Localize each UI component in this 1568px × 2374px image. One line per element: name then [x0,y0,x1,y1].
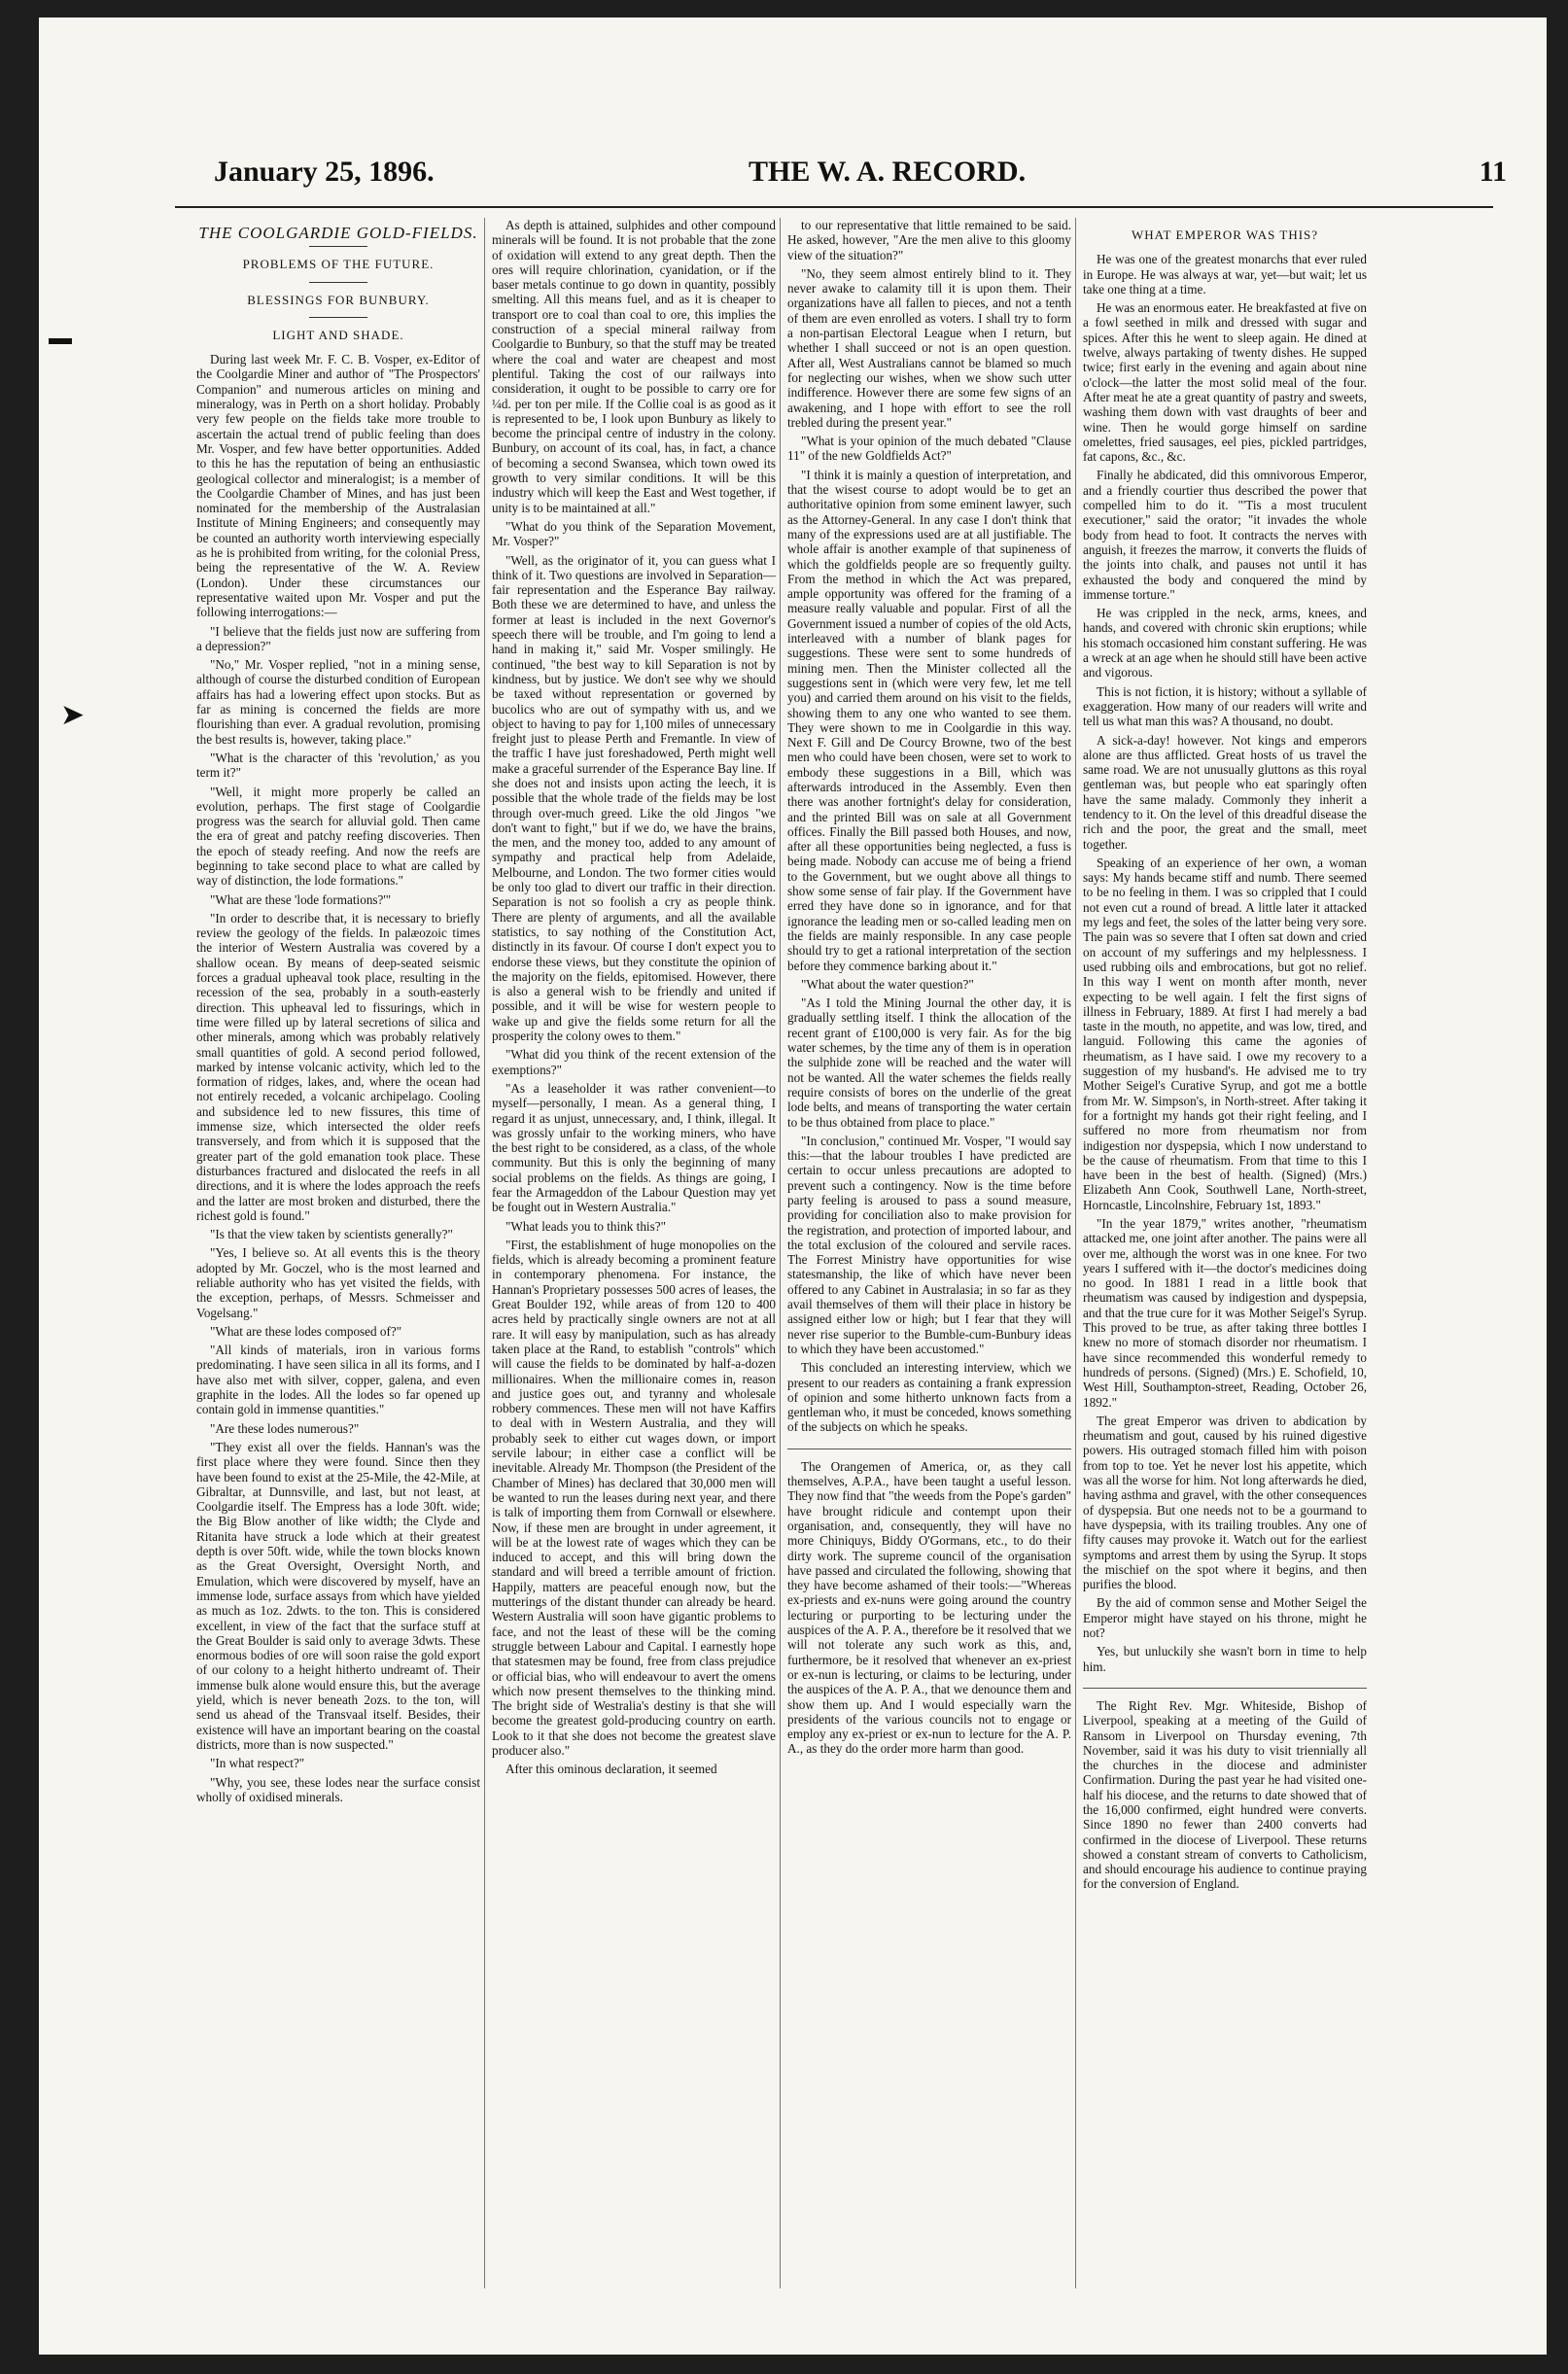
column-1 [196,218,480,2298]
column-2 [492,218,776,2298]
paragraph: This concluded an interesting interview, which we present to our readers as containing a frank expression of opinion and some hitherto unknown facts from a gentleman who, it must be conceded, knows something of the subjects on which he speaks. [787,1360,1071,1435]
paragraph: "In conclusion," continued Mr. Vosper, "I would say this:—that the labour troubles I have predicted are certain to occur unless precautions are adopted to prevent such a contingency. Now is the time before party feeling is aroused to pass a sound measure, providing for conciliation also to make provision for the registration, and protection of imported labour, and the total exclusion of the coloured and servile races. The Forrest Ministry have opportunities for wise statesmanship, the like of which have never been offered to any Cabinet in Australasia; in so far as they avail themselves of them will their place in history be assigned either low or high; but I fear that they will never rise superior to the Bumble-cum-Bunbury ideas to which they have been accustomed." [787,1133,1071,1356]
page-header [165,156,1507,202]
paragraph: "No," Mr. Vosper replied, "not in a mining sense, although of course the disturbed condition of European affairs has had a lowering effect upon stocks. But as far as mining is concerned the fields are more flourishing than ever. A gradual revolution, promising the best results is, however, taking place." [196,657,480,747]
subhead-rule [309,282,367,283]
paragraph: "What do you think of the Separation Movement, Mr. Vosper?" [492,518,776,549]
article-separator [1083,1688,1367,1689]
paragraph: Speaking of an experience of her own, a woman says: My hands became stiff and numb. There seemed to be no feeling in them. I was so crippled that I could not even cut a round of bread. A little later it attacked my legs and feet, the soles of the latter being very sore. The pain was so severe that I often sat down and cried on account of my sufferings and my helplessness. I used rubbing oils and embrocations, but got no relief. In this way I went on month after month, never expecting to be well again. I felt the first signs of illness in February, 1889. At first I had merely a bad taste in the mouth, no appetite, and was low, tired, and languid. Following this came the agonies of rheumatism, as I have said. I owe my recovery to a suggestion of my husband's. He advised me to try Mother Seigel's Curative Syrup, and got me a bottle from Mr. W. Simpson's, in North-street. After taking it for a fortnight my hands got their right feeling, and I suffered no more from rheumatism nor from indigestion nor dyspepsia, which I now understand to be the cause of rheumatism. From that time to this I have been in the best of health. (Signed) (Mrs.) Elizabeth Ann Cook, Southwell Lane, North-street, Horncastle, Lincolnshire, February 1st, 1893." [1083,855,1367,1212]
paragraph: Finally he abdicated, did this omnivorous Emperor, and a friendly courtier thus described the power that compelled him to do it. "'Tis a most truculent executioner," said the orator; "it invades the whole body from head to foot. It contracts the nerves with anguish, it freezes the marrow, it converts the fluids of the joints into chalk, and pauses not until it has exhausted the body and conquered the mind by immense torture." [1083,468,1367,602]
paragraph: Yes, but unluckily she wasn't born in time to help him. [1083,1644,1367,1674]
paragraph: "Is that the view taken by scientists generally?" [210,1227,453,1242]
paragraph: "What leads you to think this?" [505,1218,666,1234]
margin-arrow: ➤ [60,699,86,731]
column-divider [484,218,485,2288]
paragraph: "Yes, I believe so. At all events this is the theory adopted by Mr. Goczel, who is the most learned and reliable authority who has yet visited the fields, with the exception, perhaps, of Messrs. Schmeisser and Vogelsang." [196,1245,480,1320]
article-body [787,218,1071,1435]
paragraph: This is not fiction, it is history; without a syllable of exaggeration. How many of our readers will write and tell us what man this was? A thousand, no doubt. [1083,683,1367,729]
article-body [492,218,776,1777]
article-title: WHAT EMPEROR WAS THIS? [1131,227,1319,242]
paragraph: to our representative that little remained to be said. He asked, however, "Are the men alive to this gloomy view of the situation?" [787,218,1071,262]
newspaper-title: THE W. A. RECORD. [749,156,1027,188]
paragraph: After this ominous declaration, it seemed [505,1762,717,1777]
column-4 [1083,218,1367,2298]
paragraph: "In order to describe that, it is necessary to briefly review the geology of the fields. In palæozoic times the interior of Western Australia was covered by a shallow ocean. By means of deep-seated seismic forces a gradual upheaval took place, resulting in the recession of the sea, probably in a south-easterly direction. This upheaval led to fissurings, which in time were filled up by lateral secretions of silica and other minerals, among which was probably relatively small quantities of gold. A second period followed, marked by intense volcanic activity, which led to the formation of ridges, lakes, and, where the ocean had not entirely receded, a volcanic archipelago. Cooling and subsidence led to new fissures, this time of immense size, which intersected the older reefs transversely, and from which it is supposed that the greater part of the gold emanation took place. These disturbances fractured and dislocated the reefs in all directions, and it is where the lodes approach the reefs and the latter are most broken and disturbed, there the richest gold is found." [196,910,480,1223]
paragraph: "Why, you see, these lodes near the surface consist wholly of oxidised minerals. [196,1774,480,1804]
paragraph: "In what respect?" [210,1756,305,1771]
paragraph: As depth is attained, sulphides and other compound minerals will be found. It is not probable that the zone of oxidation will extend to any great depth. Then the ores will require chlorination, cyanidation, or if the baser metals continue to go down in quantity, possibly smelting. All this means fuel, and as it is cheaper to transport ore to coal than coal to ore, this implies the construction of a special mineral railway from Coolgardie to Bunbury, so that the stuff may be treated where the coal and water are cheapest and most plentiful. Taking the cost of our railways into consideration, it ought to be possible to carry ore for ¼d. per ton per mile. If the Collie coal is as good as it is represented to be, I look upon Bunbury as likely to become the principal centre of industry in the colony. Bunbury, on account of its coal, has, in fact, a chance of becoming a second Swansea, which town owed its growth to very similar conditions. It will be this industry which will keep the East and West together, if unity is to be maintained at all." [492,218,776,515]
paragraph: A sick-a-day! however. Not kings and emperors alone are thus afflicted. Great hosts of us travel the same road. We are not unusually gluttons as this royal gentleman was, but people who eat sparingly often have the same malady. Commonly they inherit a tendency to it. On the level of this dreadful disease the rich and the poor, the great and the small, meet together. [1083,732,1367,852]
column-3 [787,218,1071,2298]
paragraph: "I think it is mainly a question of interpretation, and that the wisest course to adopt would be to get an authoritative opinion from some eminent lawyer, such as the Attorney-General. In any case I don't think that many of the expressions used are at all justifiable. The whole affair is another example of that supineness of which the goldfields people are so frequently guilty. From the method in which the Act was prepared, ample opportunity was offered for the framing of a measure really valuable and popular. First of all the Government issued a number of copies of the old Acts, interleaved with a number of blank pages for suggestions. These were sent to some hundreds of mining men. Then the Minister collected all the suggestions sent in (which were very few, let me tell you) and carried them around on his visit to the fields, showing them to any one who wanted to see them. They were shown to me in Coolgardie in this way. Next F. Gill and De Courcy Browne, two of the best men who could have been chosen, were set to work to embody these suggestions in a Bill, which was afterwards introduced in the Assembly. Even then there was another fortnight's delay for consideration, and the printed Bill was on sale at all Government offices. Finally the Bill passed both Houses, and now, after all these opportunities being neglected, a fuss is being made. Nobody can accuse me of being a friend to the Government, but we ought above all things to show some sense of fair play. If the Government have erred they have done so in ignorance, and for that ignorance the leading men or so-called leading men on the fields are mainly responsible. In any case people should try to get a rational interpretation of the section before they commence barking about it." [787,467,1071,973]
paragraph: He was crippled in the neck, arms, knees, and hands, and covered with chronic skin eruptions; while his stomach occasioned him constant suffering. He was a wreck at an age when he should still have been active and vigorous. [1083,606,1367,681]
paragraph: By the aid of common sense and Mother Seigel the Emperor might have stayed on his throne, might he not? [1083,1595,1367,1641]
paragraph: "What is the character of this 'revolution,' as you term it?" [196,750,480,781]
paragraph: The Orangemen of America, or, as they call themselves, A.P.A., have been taught a useful lesson. They now find that "the weeds from the Pope's garden" have brought ridicule and contempt upon their organisation, and, consequently, they will have no more Chiniquys, Biddy O'Gormans, etc., to do their dirty work. The supreme council of the organisation have passed and circulated the following, showing that they have become ashamed of their tools:—"Whereas ex-priests and ex-nuns were going around the country lecturing or purporting to be lecturing under the auspices of the A. P. A., therefore be it resolved that we will not tolerate any such work as this, and, furthermore, be it resolved that whenever an ex-priest or ex-nun is lecturing, or claims to be lecturing, under the auspices of the A. P. A., that we denounce them and show them up. And I would especially warn the presidents of the various councils not to engage or employ any ex-priest or ex-nun to lecture for the A. P. A., as they do the order more harm than good. [787,1458,1071,1757]
paragraph: He was an enormous eater. He breakfasted at five on a fowl seethed in milk and dressed with sugar and spices. After this he went to sleep again. He dined at twelve, always partaking of twenty dishes. He supped twice; first early in the evening and again about nine o'clock—the latter the most solid meal of the four. After meat he ate a great quantity of pastry and sweets, washing them down with vast draughts of beer and wine. Then he would gorge himself on sardine omelettes, fried sausages, eel pies, pickled partridges, fat capons, &c., &c. [1083,300,1367,465]
paragraph: "All kinds of materials, iron in various forms predominating. I have seen silica in all its forms, and I have also met with silver, copper, galena, and even graphite in the lodes. All the lodes so far opened up contain gold in immense quantities." [196,1343,480,1417]
paragraph: "What are these lodes composed of?" [210,1323,402,1339]
paragraph: "Well, it might more properly be called an evolution, perhaps. The first stage of Coolgardie progress was the search for alluvial gold. Then came the era of great and patchy reefing discoveries. Then the epoch of steady reefing. And now the reefs are beginning to take second place to what are called by way of distinction, the lode formations." [196,784,480,889]
paragraph: "They exist all over the fields. Hannan's was the first place where they were found. Since then they have been found to exist at the 25-Mile, the 42-Mile, at Gibraltar, at Dunnsville, and last, but not least, at Coolgardie itself. The Empress has a lode 30ft. wide; the Big Blow another of like width; the Clyde and Ritanita have struck a lode which at their greatest depth is over 50ft. wide, while the town blocks known as the Great Oversight, Oversight North, and Emulation, which were discovered by myself, have an immense lode, surface assays from which have yielded as much as 1oz. 2dwts. to the ton. This is considered excellent, in view of the fact that the surface stuff at the Great Boulder is said only to average 3dwts. These enormous bodies of ore will soon raise the gold export of our colony to a height hitherto undreamt of. Their immense bulk alone would ensure this, but the average yield, which is never beneath 2ozs. to the ton, will send us ahead of the Transvaal itself. Besides, their existence will have an important bearing on the coastal districts, more than is now suspected." [196,1439,480,1752]
paragraph: The great Emperor was driven to abdication by rheumatism and gout, caused by his ruined digestive powers. His outraged stomach filled him with poison from top to toe. Yet he never lost his appetite, which was all the worse for him. Not long afterwards he died, having asthma and gravel, with the other consequences of dyspepsia. But one needs not to be a gourmand to have dyspepsia, with its trailing troubles. Any one of fifty causes may provoke it. Watch out for the earliest symptoms and arrest them by using the Syrup. It stops the mischief on the spot where it begins, and then purifies the blood. [1083,1413,1367,1592]
article-body [787,1459,1071,1757]
article-title: THE COOLGARDIE GOLD-FIELDS. [198,224,478,242]
paragraph: "What is your opinion of the much debated "Clause 11" of the new Goldfields Act?" [787,434,1071,464]
paragraph: "First, the establishment of huge monopolies on the fields, which is already becoming a prominent feature in contemporary phenomena. For instance, the Hannan's Proprietary possesses 500 acres of leases, the Great Boulder 192, while areas of from 120 to 400 acres held by practically single owners are not at all rare. It will easy by manipulation, such as has already taken place at the Rand, to establish "controls" which will cause the fields to be dominated by half-a-dozen millionaires. When the millionaire comes in, reason and justice goes out, and tyranny and wholesale robbery commences. These men will not have Kaffirs to deal with in Western Australia, and they will probably seek to either cut wages down, or import servile labour; in either case a conflict will be inevitable. Already Mr. Thompson (the President of the Chamber of Mines) has declared that 30,000 men will be wanted to run the leases during next year, and there is talk of importing them from Cornwall or elsewhere. Now, if these men are brought in under agreement, it will be at the lowest rate of wages which they can be induced to accept, and this will bring down the standard and will breed a terrible amount of friction. Happily, matters are peaceful enough now, but the mutterings of the distant thunder can already be heard. Western Australia will soon have gigantic problems to face, and not the least of these will be the coming struggle between Labour and Capital. I earnestly hope that statesmen may be found, free from class prejudice or official bias, who will endeavour to avert the omens which now present themselves to the thinking mind. The bright side of Westralia's destiny is that she will become the greatest gold-producing country on earth. Look to it that she does not become the greatest slave producer also." [492,1237,776,1758]
paragraph: "What about the water question?" [801,976,974,992]
paragraph: During last week Mr. F. C. B. Vosper, ex-Editor of the Coolgardie Miner and author of "The Prospectors' Companion" and numerous articles on mining and mineralogy, was in Perth on a short holiday. Probably very few people on the fields take more trouble to ascertain the actual trend of public feeling than does Mr. Vosper, and few have better opportunities. Added to this he has the reputation of being an enthusiastic geological collector and mineralogist; is a member of the Coolgardie Chamber of Mines, and has just been nominated for the membership of the Australasian Institute of Mining Engineers; and consequently may be counted an authority worth interviewing especially as he is prohibited from writing, for the colonial Press, being the representative of the W. A. Review (London). Under these circumstances our representative waited upon Mr. Vosper and put the following interrogations:— [196,352,480,620]
paragraph: "Are these lodes numerous?" [210,1420,360,1436]
header-rule [175,206,1493,208]
column-divider [1075,218,1076,2288]
paragraph: "As a leaseholder it was rather convenient—to myself—personally, I mean. As a general thing, I regard it as unjust, unnecessary, and, I think, illegal. It was grossly unfair to the working miners, who have the best right to be considered, as a class, of the whole community. But this is only the beginning of many social problems on the fields. As things are going, I fear the Armageddon of the Labour Question may yet be fought out in Western Australia." [492,1080,776,1215]
paragraph: "As I told the Mining Journal the other day, it is gradually settling itself. I think the allocation of the recent grant of £100,000 is very fair. As for the big water schemes, by the time any of them is in operation the sulphide zone will be reached and the water will not be wanted. All the water schemes the fields really require consists of bores on the underlie of the great lode belts, and means of transporting the water certain to be thus obtained from place to place." [787,995,1071,1130]
paragraph: "What are these 'lode formations?'" [210,891,392,907]
column-divider [780,218,781,2288]
paragraph: "I believe that the fields just now are suffering from a depression?" [196,623,480,653]
article-subhead: LIGHT AND SHADE. [272,327,404,342]
subhead-rule [309,317,367,318]
paragraph: "In the year 1879," writes another, "rheumatism attacked me, one joint after another. The pains were all over me, although the worst was in one knee. For two years I suffered with it—the doctor's medicines doing no good. In 1881 I read in a little book that rheumatism was caused by indigestion and dyspepsia, and that the true cure for it was Mother Seigel's Syrup. This proved to be true, as after taking three bottles I knew no more of stomach disorder nor rheumatism. I have since recommended this wonderful remedy to hundreds of persons. (Signed) (Mrs.) E. Schofield, 10, West Hill, Southampton-street, Reading, October 26, 1892." [1083,1216,1367,1410]
title-rule [309,246,367,247]
paragraph: "No, they seem almost entirely blind to it. They never awake to calamity till it is upon them. Their organizations have all fallen to pieces, and not a tenth of them are even enrolled as voters. I shall try to form a non-partisan Electoral League when I return, but whether I shall succeed or not is an open question. After all, West Australians cannot be blamed so much for neglecting our wishes, when we show such utter indifference. However there are some few signs of an awakening, and I hope with effort to see the roll trebled during the present year." [787,265,1071,430]
article-body [1083,1698,1367,1892]
issue-date: January 25, 1896. [214,156,435,188]
page-number: 11 [1479,156,1507,188]
paragraph: "What did you think of the recent extension of the exemptions?" [492,1047,776,1077]
article-subhead: PROBLEMS OF THE FUTURE. [242,257,435,272]
article-subhead: BLESSINGS FOR BUNBURY. [247,292,430,307]
margin-mark [49,338,72,344]
paragraph: The Right Rev. Mgr. Whiteside, Bishop of Liverpool, speaking at a meeting of the Guild of Ransom in Liverpool on Thursday evening, 7th November, said it was his duty to visit triennially all the churches in the diocese and administer Confirmation. During the past year he had visited one-half his diocese, and the returns to date showed that of the 16,000 confirmed, eight hundred were converts. Since 1890 no fewer than 2400 converts had confirmed in the diocese of Liverpool. These returns showed a constant stream of converts to Catholicism, and should encourage his audience to continue praying for the conversion of England. [1083,1697,1367,1892]
paragraph: He was one of the greatest monarchs that ever ruled in Europe. He was always at war, yet—but wait; let us take one thing at a time. [1083,252,1367,297]
paragraph: "Well, as the originator of it, you can guess what I think of it. Two questions are involved in Separation—fair representation and the Esperance Bay railway. Both these we are determined to have, and unless the former at least is included in the next Governor's speech there will be trouble, and I'm going to lend a hand in making it," said Mr. Vosper smilingly. He continued, "the best way to kill Separation is not by kindness, but by justice. We don't see why we should be taxed without representation or governed by bucolics who are out of sympathy with us, and we object to having to pay for 1,100 miles of unnecessary freight just to please Perth and Fremantle. In view of the traffic I have just foreshadowed, Perth might well make a graceful surrender of the Esperance Bay line. If she does not and insists upon acting the leech, it is possible that the whole trade of the fields may be lost through over-much greed. Like the old Jingos "we don't want to fight," but if we do, we have the brains, the men, and the money too, added to any amount of sympathy and practical help from Adelaide, Melbourne, and London. The two former cities would be only too glad to divert our traffic in their direction. Separation is not so foolish a cry as people think. There are plenty of arguments, and all the available statistics, to say nothing of the Constitution Act, distinctly in its favour. Of course I don't expect you to endorse these views, but they constitute the opinion of the majority on the fields, epitomised. However, there is also a general wish to be friendly and united if possible, and it will be wise for western people to wake up and give the fields some return for all the prosperity the colony owes to them." [492,552,776,1044]
article-body [196,352,480,1804]
newspaper-page [39,17,1547,2355]
article-body [1083,252,1367,1674]
